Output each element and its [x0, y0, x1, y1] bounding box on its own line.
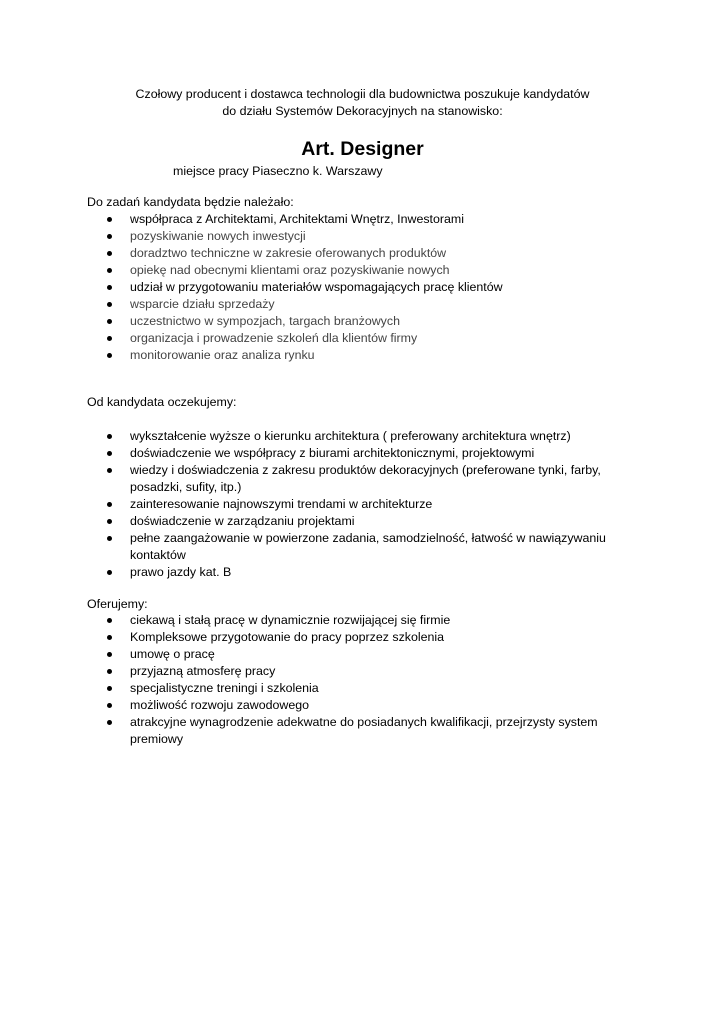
bullet-icon	[107, 686, 112, 691]
list-item	[0, 513, 610, 530]
list-item-text: przyjazną atmosferę pracy	[130, 664, 276, 678]
requirements-heading: Od kandydata oczekujemy:	[87, 395, 237, 409]
bullet-icon	[107, 536, 112, 541]
list-item	[0, 279, 610, 296]
bullet-icon	[107, 502, 112, 507]
list-item-text: ciekawą i stałą pracę w dynamicznie rozwijającej się firmie	[130, 613, 451, 627]
requirements-list	[0, 428, 725, 581]
bullet-icon	[107, 268, 112, 273]
intro-line-2: do działu Systemów Dekoracyjnych na stanowisko:	[222, 104, 503, 118]
job-title: Art. Designer	[301, 138, 424, 160]
list-item	[0, 714, 610, 748]
list-item	[0, 296, 610, 313]
list-item	[0, 445, 610, 462]
intro-line-1: Czołowy producent i dostawca technologii dla budownictwa poszukuje kandydatów	[135, 87, 590, 101]
list-item-text: prawo jazdy kat. B	[130, 565, 232, 579]
bullet-icon	[107, 353, 112, 358]
list-item	[0, 228, 610, 245]
list-item	[0, 347, 610, 364]
list-item-text: możliwość rozwoju zawodowego	[130, 698, 310, 712]
bullet-icon	[107, 302, 112, 307]
list-item	[0, 612, 610, 629]
list-item	[0, 313, 610, 330]
list-item	[0, 629, 610, 646]
list-item	[0, 680, 610, 697]
offer-heading: Oferujemy:	[87, 597, 148, 611]
list-item	[0, 564, 610, 581]
list-item	[0, 697, 610, 714]
list-item-text: udział w przygotowaniu materiałów wspomagających pracę klientów	[130, 280, 503, 294]
list-item-text: zainteresowanie najnowszymi trendami w architekturze	[130, 497, 433, 511]
list-item-text: doświadczenie w zarządzaniu projektami	[130, 514, 355, 528]
list-item-text: współpraca z Architektami, Architektami Wnętrz, Inwestorami	[130, 212, 464, 226]
bullet-icon	[107, 234, 112, 239]
list-item-text: opiekę nad obecnymi klientami oraz pozyskiwanie nowych	[130, 263, 450, 277]
bullet-icon	[107, 652, 112, 657]
tasks-list	[0, 211, 725, 364]
bullet-icon	[107, 570, 112, 575]
bullet-icon	[107, 217, 112, 222]
list-item-text: monitorowanie oraz analiza rynku	[130, 348, 315, 362]
list-item-text: doświadczenie we współpracy z biurami architektonicznymi, projektowymi	[130, 446, 535, 460]
list-item	[0, 530, 610, 564]
list-item	[0, 496, 610, 513]
list-item	[0, 245, 610, 262]
bullet-icon	[107, 251, 112, 256]
offer-list	[0, 612, 725, 748]
list-item-text: doradztwo techniczne w zakresie oferowanych produktów	[130, 246, 447, 260]
bullet-icon	[107, 336, 112, 341]
list-item	[0, 663, 610, 680]
list-item-text: pozyskiwanie nowych inwestycji	[130, 229, 306, 243]
bullet-icon	[107, 285, 112, 290]
list-item-text: uczestnictwo w sympozjach, targach branżowych	[130, 314, 400, 328]
bullet-icon	[107, 669, 112, 674]
work-location: miejsce pracy Piaseczno k. Warszawy	[173, 164, 383, 178]
list-item-text: organizacja i prowadzenie szkoleń dla klientów firmy	[130, 331, 418, 345]
list-item	[0, 646, 610, 663]
list-item-text: wiedzy i doświadczenia z zakresu produktów dekoracyjnych (preferowane tynki, farby, posadzki, sufity, itp.)	[130, 463, 601, 494]
bullet-icon	[107, 468, 112, 473]
list-item-text: wykształcenie wyższe o kierunku architektura ( preferowany architektura wnętrz)	[130, 429, 571, 443]
list-item	[0, 262, 610, 279]
tasks-heading: Do zadań kandydata będzie należało:	[87, 195, 294, 209]
list-item-text: atrakcyjne wynagrodzenie adekwatne do posiadanych kwalifikacji, przejrzysty system premiowy	[130, 715, 598, 746]
list-item-text: Kompleksowe przygotowanie do pracy poprzez szkolenia	[130, 630, 445, 644]
list-item-text: umowę o pracę	[130, 647, 215, 661]
list-item	[0, 211, 610, 228]
list-item-text: pełne zaangażowanie w powierzone zadania, samodzielność, łatwość w nawiązywaniu kontaktów	[130, 531, 606, 562]
bullet-icon	[107, 434, 112, 439]
bullet-icon	[107, 618, 112, 623]
list-item	[0, 428, 610, 445]
bullet-icon	[107, 319, 112, 324]
list-item-text: wsparcie działu sprzedaży	[130, 297, 275, 311]
bullet-icon	[107, 451, 112, 456]
list-item	[0, 462, 610, 496]
list-item	[0, 330, 610, 347]
bullet-icon	[107, 635, 112, 640]
bullet-icon	[107, 519, 112, 524]
bullet-icon	[107, 720, 112, 725]
list-item-text: specjalistyczne treningi i szkolenia	[130, 681, 319, 695]
bullet-icon	[107, 703, 112, 708]
